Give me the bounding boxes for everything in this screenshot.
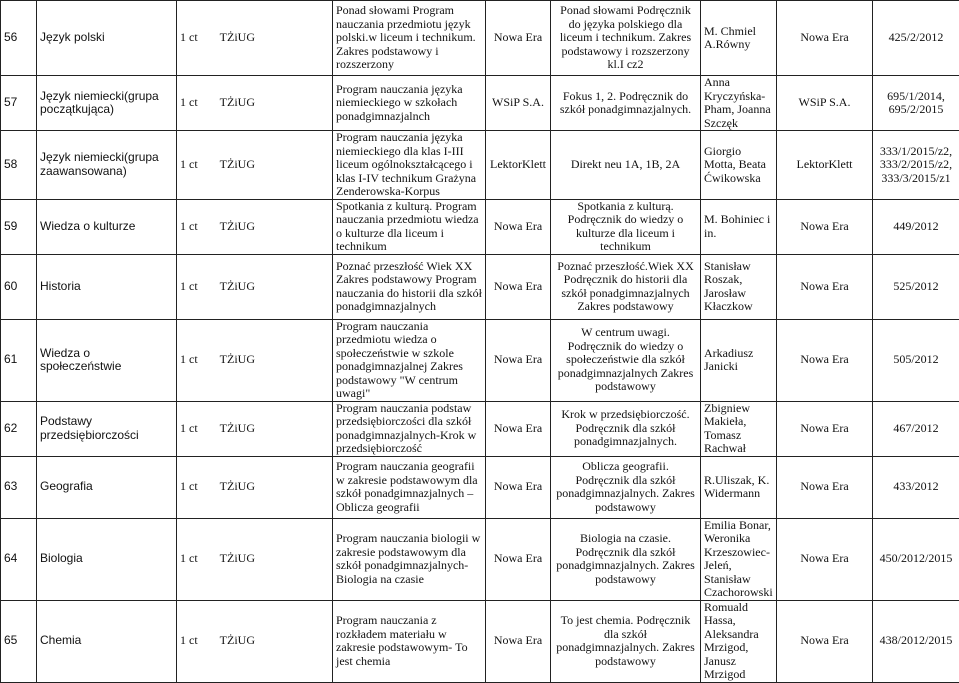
program-cell: Program nauczania biologii w zakresie podstawowym dla szkół ponadgimnazjalnych-Biologia na czasie — [333, 518, 486, 600]
school-code: TŻiUG — [220, 219, 255, 233]
row-number: 63 — [1, 456, 37, 518]
hours-value: 1 ct — [180, 551, 198, 565]
table-row — [1, 600, 959, 682]
approval-number-cell: 438/2012/2015 — [873, 600, 959, 682]
textbook-cell: To jest chemia. Podręcznik dla szkół ponadgimnazjalnych. Zakres podstawowy — [551, 600, 701, 682]
row-number: 64 — [1, 518, 37, 600]
textbook-cell: W centrum uwagi. Podręcznik do wiedzy o społeczeństwie dla szkół ponadgimnazjalnych Zakres podstawowy — [551, 319, 701, 401]
textbook-cell: Poznać przeszłość.Wiek XX Podręcznik do historii dla szkół ponadgimnazjalnych Zakres podstawowy — [551, 254, 701, 319]
subject-cell: Chemia — [37, 600, 177, 682]
textbook-publisher-cell: Nowa Era — [777, 518, 873, 600]
hours-value: 1 ct — [180, 421, 198, 435]
hours-cell — [177, 401, 333, 456]
textbook-cell: Biologia na czasie. Podręcznik dla szkół ponadgimnazjalnych. Zakres podstawowy — [551, 518, 701, 600]
table-row — [1, 518, 959, 600]
school-code: TŻiUG — [220, 551, 255, 565]
hours-cell — [177, 319, 333, 401]
program-cell: Ponad słowami Program nauczania przedmiotu język polski.w liceum i technikum. Zakres podstawowy i rozszerzony — [333, 1, 486, 76]
hours-value: 1 ct — [180, 157, 198, 171]
hours-cell — [177, 600, 333, 682]
hours-value: 1 ct — [180, 279, 198, 293]
approval-number-cell: 425/2/2012 — [873, 1, 959, 76]
program-publisher-cell: Nowa Era — [486, 199, 551, 254]
textbook-publisher-cell: Nowa Era — [777, 254, 873, 319]
authors-cell: Stanisław Roszak, Jarosław Kłaczkow — [701, 254, 777, 319]
hours-cell — [177, 76, 333, 131]
textbook-cell: Ponad słowami Podręcznik do języka polskiego dla liceum i technikum. Zakres podstawowy i rozszerzony kl.I cz2 — [551, 1, 701, 76]
table-row — [1, 1, 959, 76]
textbook-publisher-cell: Nowa Era — [777, 319, 873, 401]
program-publisher-cell: Nowa Era — [486, 401, 551, 456]
approval-number-cell: 525/2012 — [873, 254, 959, 319]
hours-value: 1 ct — [180, 219, 198, 233]
table-row — [1, 456, 959, 518]
authors-cell: Romuald Hassa, Aleksandra Mrzigod, Janusz Mrzigod — [701, 600, 777, 682]
school-code: TŻiUG — [220, 157, 255, 171]
textbook-publisher-cell: Nowa Era — [777, 199, 873, 254]
approval-number-cell: 505/2012 — [873, 319, 959, 401]
subject-cell: Wiedza o kulturze — [37, 199, 177, 254]
program-publisher-cell: Nowa Era — [486, 600, 551, 682]
program-publisher-cell: Nowa Era — [486, 1, 551, 76]
program-cell: Program nauczania języka niemieckiego dla klas I-III liceum ogólnokształcącego i klas I-IV technikum Grażyna Zenderowska-Korpus — [333, 131, 486, 200]
hours-value: 1 ct — [180, 30, 198, 44]
program-cell: Program nauczania geografii w zakresie podstawowym dla szkół ponadgimnazjalnych – Oblicza geografii — [333, 456, 486, 518]
approval-number-cell: 450/2012/2015 — [873, 518, 959, 600]
row-number: 59 — [1, 199, 37, 254]
row-number: 61 — [1, 319, 37, 401]
row-number: 65 — [1, 600, 37, 682]
table-row — [1, 254, 959, 319]
textbook-cell: Oblicza geografii. Podręcznik dla szkół ponadgimnazjalnych. Zakres podstawowy — [551, 456, 701, 518]
hours-cell — [177, 456, 333, 518]
program-publisher-cell: Nowa Era — [486, 319, 551, 401]
subject-cell: Język niemiecki(grupa początkująca) — [37, 76, 177, 131]
program-publisher-cell: Nowa Era — [486, 254, 551, 319]
textbook-publisher-cell: WSiP S.A. — [777, 76, 873, 131]
hours-cell — [177, 131, 333, 200]
program-cell: Program nauczania przedmiotu wiedza o społeczeństwie w szkole ponadgimnazjalnej Zakres podstawowy "W centrum uwagi" — [333, 319, 486, 401]
textbook-publisher-cell: Nowa Era — [777, 1, 873, 76]
subject-cell: Biologia — [37, 518, 177, 600]
program-publisher-cell: Nowa Era — [486, 518, 551, 600]
hours-cell — [177, 254, 333, 319]
subject-cell: Geografia — [37, 456, 177, 518]
subject-cell: Język niemiecki(grupa zaawansowana) — [37, 131, 177, 200]
row-number: 60 — [1, 254, 37, 319]
row-number: 58 — [1, 131, 37, 200]
row-number: 62 — [1, 401, 37, 456]
textbook-cell: Fokus 1, 2. Podręcznik do szkół ponadgimnazjalnych. — [551, 76, 701, 131]
textbook-publisher-cell: Nowa Era — [777, 401, 873, 456]
school-code: TŻiUG — [220, 95, 255, 109]
table-row — [1, 76, 959, 131]
textbook-publisher-cell: LektorKlett — [777, 131, 873, 200]
authors-cell: Emilia Bonar, Weronika Krzeszowiec-Jeleń, Stanisław Czachorowski — [701, 518, 777, 600]
authors-cell: R.Uliszak, K. Widermann — [701, 456, 777, 518]
program-cell: Program nauczania z rozkładem materiału w zakresie podstawowym- To jest chemia — [333, 600, 486, 682]
program-publisher-cell: WSiP S.A. — [486, 76, 551, 131]
hours-cell — [177, 1, 333, 76]
authors-cell: M. Bohiniec i in. — [701, 199, 777, 254]
school-code: TŻiUG — [220, 279, 255, 293]
textbook-cell: Direkt neu 1A, 1B, 2A — [551, 131, 701, 200]
row-number: 56 — [1, 1, 37, 76]
subject-cell: Wiedza o społeczeństwie — [37, 319, 177, 401]
program-publisher-cell: LektorKlett — [486, 131, 551, 200]
school-code: TŻiUG — [220, 421, 255, 435]
program-cell: Poznać przeszłość Wiek XX Zakres podstawowy Program nauczania do historii dla szkół ponadgimnazjalnych — [333, 254, 486, 319]
school-code: TŻiUG — [220, 633, 255, 647]
row-number: 57 — [1, 76, 37, 131]
hours-value: 1 ct — [180, 352, 198, 366]
school-code: TŻiUG — [220, 30, 255, 44]
subject-cell: Język polski — [37, 1, 177, 76]
approval-number-cell: 449/2012 — [873, 199, 959, 254]
hours-cell — [177, 199, 333, 254]
authors-cell: Anna Kryczyńska-Pham, Joanna Szczęk — [701, 76, 777, 131]
hours-cell — [177, 518, 333, 600]
school-code: TŻiUG — [220, 479, 255, 493]
textbook-publisher-cell: Nowa Era — [777, 456, 873, 518]
approval-number-cell: 467/2012 — [873, 401, 959, 456]
table-row — [1, 401, 959, 456]
program-cell: Spotkania z kulturą. Program nauczania przedmiotu wiedza o kulturze dla liceum i technikum — [333, 199, 486, 254]
approval-number-cell: 433/2012 — [873, 456, 959, 518]
textbook-cell: Krok w przedsiębiorczość. Podręcznik dla szkół ponadgimnazjalnych. — [551, 401, 701, 456]
school-code: TŻiUG — [220, 352, 255, 366]
approval-number-cell: 333/1/2015/z2, 333/2/2015/z2, 333/3/2015/z1 — [873, 131, 959, 200]
subject-cell: Historia — [37, 254, 177, 319]
authors-cell: Arkadiusz Janicki — [701, 319, 777, 401]
authors-cell: Zbigniew Makieła, Tomasz Rachwał — [701, 401, 777, 456]
program-publisher-cell: Nowa Era — [486, 456, 551, 518]
authors-cell: M. Chmiel A.Równy — [701, 1, 777, 76]
table-row — [1, 131, 959, 200]
authors-cell: Giorgio Motta, Beata Ćwikowska — [701, 131, 777, 200]
table-row — [1, 319, 959, 401]
program-cell: Program nauczania języka niemieckiego w szkołach ponadgimnazjalnch — [333, 76, 486, 131]
program-cell: Program nauczania podstaw przedsiębiorczości dla szkół ponadgimnazjalnych-Krok w przedsiębiorczość — [333, 401, 486, 456]
hours-value: 1 ct — [180, 95, 198, 109]
textbook-publisher-cell: Nowa Era — [777, 600, 873, 682]
hours-value: 1 ct — [180, 633, 198, 647]
hours-value: 1 ct — [180, 479, 198, 493]
approval-number-cell: 695/1/2014, 695/2/2015 — [873, 76, 959, 131]
table-body — [1, 1, 959, 683]
table-row — [1, 199, 959, 254]
textbook-cell: Spotkania z kulturą. Podręcznik do wiedzy o kulturze dla liceum i technikum — [551, 199, 701, 254]
subject-cell: Podstawy przedsiębiorczości — [37, 401, 177, 456]
